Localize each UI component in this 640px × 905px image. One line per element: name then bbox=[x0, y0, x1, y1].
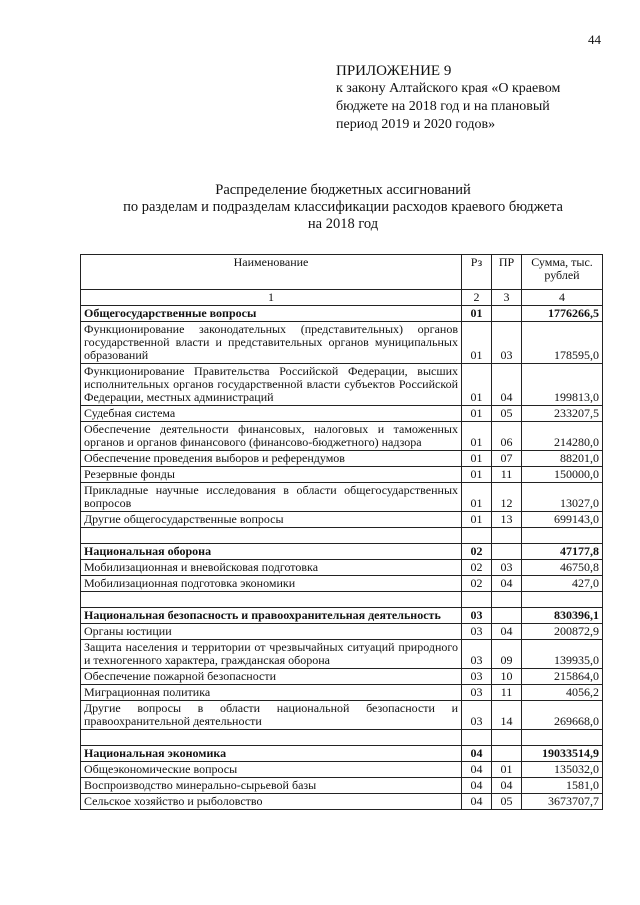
row-name: Мобилизационная подготовка экономики bbox=[81, 576, 462, 592]
table-row bbox=[81, 483, 603, 512]
row-name: Прикладные научные исследования в области общегосударственных вопросов bbox=[81, 483, 462, 512]
row-rz: 04 bbox=[462, 746, 492, 762]
header-name: Наименование bbox=[81, 255, 462, 290]
row-pr: 04 bbox=[492, 624, 522, 640]
row-name bbox=[81, 528, 462, 544]
table-row bbox=[81, 701, 603, 730]
row-pr bbox=[492, 730, 522, 746]
row-pr: 04 bbox=[492, 778, 522, 794]
row-rz: 01 bbox=[462, 364, 492, 406]
row-name: Воспроизводство минерально-сырьевой базы bbox=[81, 778, 462, 794]
row-sum: 139935,0 bbox=[522, 640, 603, 669]
table-row bbox=[81, 669, 603, 685]
row-name: Резервные фонды bbox=[81, 467, 462, 483]
row-name: Национальная оборона bbox=[81, 544, 462, 560]
column-number: 1 bbox=[81, 290, 462, 306]
row-sum: 427,0 bbox=[522, 576, 603, 592]
row-name: Сельское хозяйство и рыболовство bbox=[81, 794, 462, 810]
row-pr bbox=[492, 544, 522, 560]
budget-table bbox=[80, 254, 603, 810]
title-line: Распределение бюджетных ассигнований bbox=[215, 182, 471, 198]
section-row bbox=[81, 306, 603, 322]
row-pr: 06 bbox=[492, 422, 522, 451]
table-row bbox=[81, 364, 603, 406]
row-name: Другие вопросы в области национальной безопасности и правоохранительной деятельности bbox=[81, 701, 462, 730]
row-rz: 02 bbox=[462, 560, 492, 576]
row-sum: 46750,8 bbox=[522, 560, 603, 576]
row-pr: 05 bbox=[492, 794, 522, 810]
row-name: Миграционная политика bbox=[81, 685, 462, 701]
column-number: 4 bbox=[522, 290, 603, 306]
row-sum: 4056,2 bbox=[522, 685, 603, 701]
table-row bbox=[81, 640, 603, 669]
row-sum: 135032,0 bbox=[522, 762, 603, 778]
row-sum bbox=[522, 730, 603, 746]
row-rz bbox=[462, 528, 492, 544]
table-row bbox=[81, 451, 603, 467]
row-pr: 14 bbox=[492, 701, 522, 730]
title-line: на 2018 год bbox=[307, 216, 379, 232]
row-rz: 04 bbox=[462, 794, 492, 810]
row-pr bbox=[492, 592, 522, 608]
row-name bbox=[81, 730, 462, 746]
row-pr: 03 bbox=[492, 322, 522, 364]
row-name: Общеэкономические вопросы bbox=[81, 762, 462, 778]
row-sum: 214280,0 bbox=[522, 422, 603, 451]
header-pr: ПР bbox=[492, 255, 522, 290]
row-sum: 1776266,5 bbox=[522, 306, 603, 322]
table-row bbox=[81, 685, 603, 701]
table-row bbox=[81, 762, 603, 778]
header-sum: Сумма, тыс. рублей bbox=[522, 255, 603, 290]
row-name: Общегосударственные вопросы bbox=[81, 306, 462, 322]
row-pr: 04 bbox=[492, 364, 522, 406]
row-name: Национальная безопасность и правоохранительная деятельность bbox=[81, 608, 462, 624]
row-rz: 02 bbox=[462, 544, 492, 560]
row-sum bbox=[522, 528, 603, 544]
row-pr: 11 bbox=[492, 467, 522, 483]
table-body bbox=[81, 306, 603, 810]
row-rz bbox=[462, 592, 492, 608]
row-rz: 03 bbox=[462, 685, 492, 701]
row-pr: 13 bbox=[492, 512, 522, 528]
row-sum: 200872,9 bbox=[522, 624, 603, 640]
table-row bbox=[81, 778, 603, 794]
table-row bbox=[81, 576, 603, 592]
row-sum: 178595,0 bbox=[522, 322, 603, 364]
section-row bbox=[81, 608, 603, 624]
table-row bbox=[81, 512, 603, 528]
appendix-line: бюджете на 2018 год и на плановый bbox=[336, 99, 550, 114]
row-rz: 01 bbox=[462, 406, 492, 422]
row-pr: 10 bbox=[492, 669, 522, 685]
row-rz: 04 bbox=[462, 762, 492, 778]
row-pr: 01 bbox=[492, 762, 522, 778]
row-sum: 47177,8 bbox=[522, 544, 603, 560]
row-rz: 03 bbox=[462, 669, 492, 685]
row-sum: 699143,0 bbox=[522, 512, 603, 528]
row-name: Национальная экономика bbox=[81, 746, 462, 762]
row-sum: 269668,0 bbox=[522, 701, 603, 730]
row-rz bbox=[462, 730, 492, 746]
row-sum: 215864,0 bbox=[522, 669, 603, 685]
table-row bbox=[81, 322, 603, 364]
row-sum: 19033514,9 bbox=[522, 746, 603, 762]
row-pr bbox=[492, 608, 522, 624]
table-number-row bbox=[81, 290, 603, 306]
row-name: Мобилизационная и вневойсковая подготовка bbox=[81, 560, 462, 576]
row-name: Функционирование законодательных (представительных) органов государственной власти и представительных органов муниципальных образований bbox=[81, 322, 462, 364]
spacer-row bbox=[81, 528, 603, 544]
row-name: Обеспечение проведения выборов и референдумов bbox=[81, 451, 462, 467]
row-rz: 01 bbox=[462, 451, 492, 467]
table-row bbox=[81, 794, 603, 810]
table-row bbox=[81, 560, 603, 576]
appendix-line: к закону Алтайского края «О краевом bbox=[336, 81, 561, 96]
row-pr bbox=[492, 746, 522, 762]
row-pr bbox=[492, 306, 522, 322]
row-rz: 01 bbox=[462, 483, 492, 512]
row-sum: 199813,0 bbox=[522, 364, 603, 406]
column-number: 3 bbox=[492, 290, 522, 306]
row-rz: 01 bbox=[462, 467, 492, 483]
row-pr: 12 bbox=[492, 483, 522, 512]
table-row bbox=[81, 406, 603, 422]
table-header-row bbox=[81, 255, 603, 290]
row-rz: 01 bbox=[462, 306, 492, 322]
row-sum: 233207,5 bbox=[522, 406, 603, 422]
row-pr: 04 bbox=[492, 576, 522, 592]
table-row bbox=[81, 624, 603, 640]
row-rz: 03 bbox=[462, 608, 492, 624]
row-name: Функционирование Правительства Российской Федерации, высших исполнительных органов государственной власти субъектов Российской Федерации, местных администраций bbox=[81, 364, 462, 406]
row-name: Обеспечение деятельности финансовых, налоговых и таможенных органов и органов финансового (финансово-бюджетного) надзора bbox=[81, 422, 462, 451]
spacer-row bbox=[81, 730, 603, 746]
row-name: Органы юстиции bbox=[81, 624, 462, 640]
appendix-heading: ПРИЛОЖЕНИЕ 9 bbox=[336, 63, 452, 79]
row-name: Другие общегосударственные вопросы bbox=[81, 512, 462, 528]
row-sum bbox=[522, 592, 603, 608]
row-pr bbox=[492, 528, 522, 544]
row-rz: 01 bbox=[462, 512, 492, 528]
row-name: Судебная система bbox=[81, 406, 462, 422]
row-sum: 150000,0 bbox=[522, 467, 603, 483]
row-pr: 05 bbox=[492, 406, 522, 422]
appendix-block bbox=[336, 62, 626, 134]
row-rz: 02 bbox=[462, 576, 492, 592]
row-name: Обеспечение пожарной безопасности bbox=[81, 669, 462, 685]
row-pr: 09 bbox=[492, 640, 522, 669]
spacer-row bbox=[81, 592, 603, 608]
title-line: по разделам и подразделам классификации расходов краевого бюджета bbox=[123, 199, 563, 215]
document-title bbox=[60, 182, 626, 233]
section-row bbox=[81, 544, 603, 560]
column-number: 2 bbox=[462, 290, 492, 306]
section-row bbox=[81, 746, 603, 762]
row-pr: 07 bbox=[492, 451, 522, 467]
row-rz: 01 bbox=[462, 422, 492, 451]
table-row bbox=[81, 467, 603, 483]
row-name: Защита населения и территории от чрезвычайных ситуаций природного и техногенного характера, гражданская оборона bbox=[81, 640, 462, 669]
row-sum: 13027,0 bbox=[522, 483, 603, 512]
row-sum: 88201,0 bbox=[522, 451, 603, 467]
row-sum: 3673707,7 bbox=[522, 794, 603, 810]
appendix-line: период 2019 и 2020 годов» bbox=[336, 117, 496, 132]
row-rz: 01 bbox=[462, 322, 492, 364]
row-pr: 03 bbox=[492, 560, 522, 576]
row-sum: 1581,0 bbox=[522, 778, 603, 794]
row-rz: 03 bbox=[462, 640, 492, 669]
row-name bbox=[81, 592, 462, 608]
row-sum: 830396,1 bbox=[522, 608, 603, 624]
header-rz: Рз bbox=[462, 255, 492, 290]
table-row bbox=[81, 422, 603, 451]
row-rz: 03 bbox=[462, 701, 492, 730]
row-rz: 04 bbox=[462, 778, 492, 794]
row-pr: 11 bbox=[492, 685, 522, 701]
page-number: 44 bbox=[588, 32, 601, 47]
row-rz: 03 bbox=[462, 624, 492, 640]
